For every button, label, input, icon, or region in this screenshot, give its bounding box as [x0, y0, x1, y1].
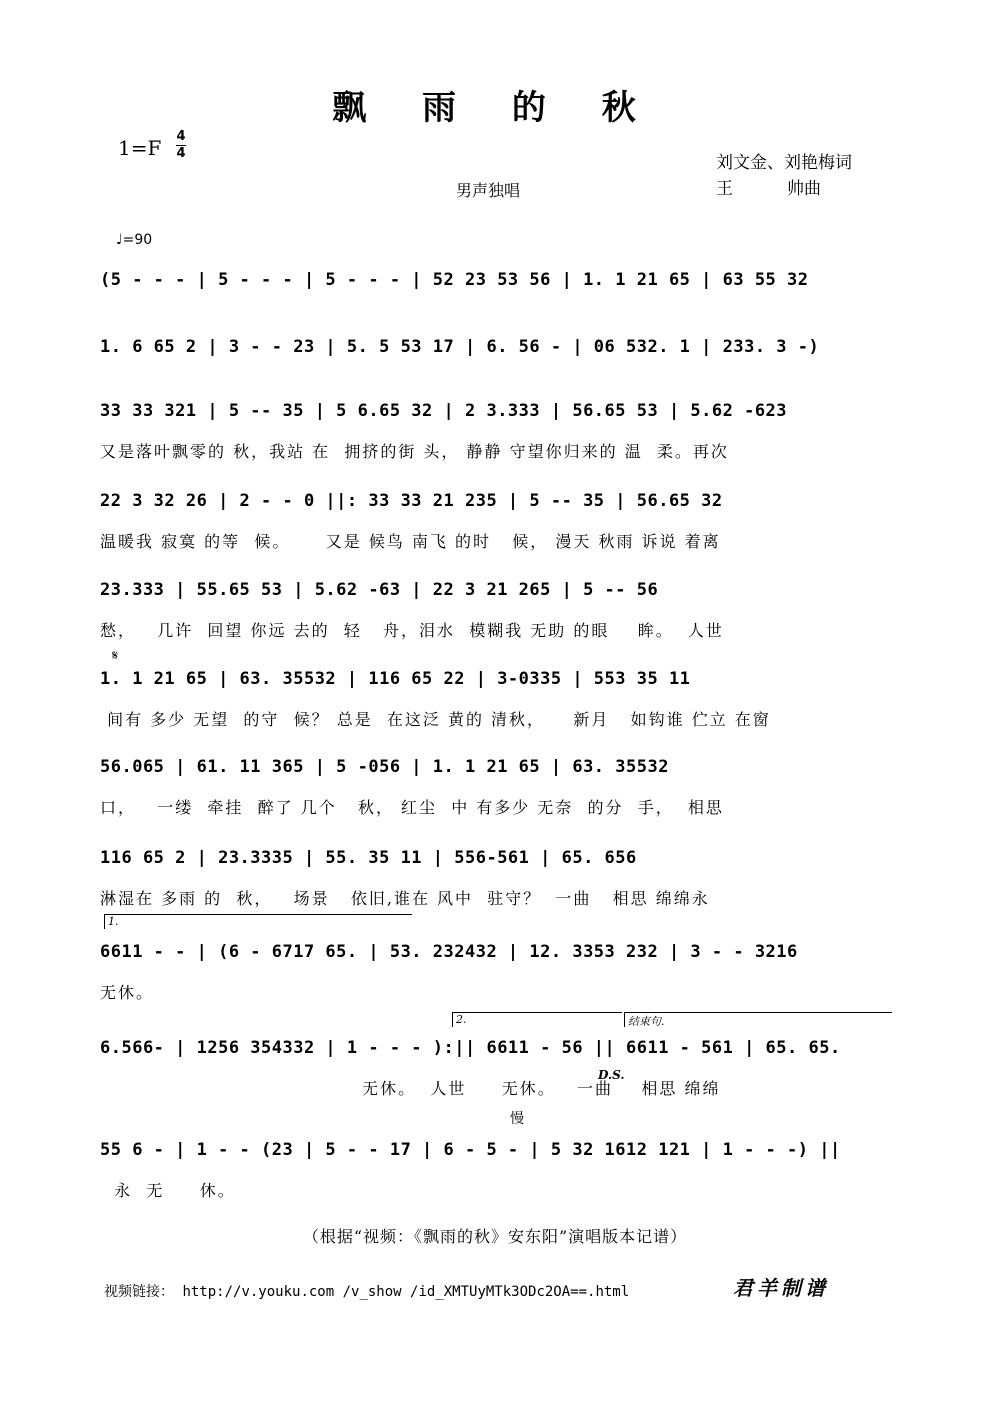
- video-link: [104, 1281, 629, 1301]
- volta-first: 1.: [104, 914, 412, 929]
- system-lyrics: 间有 多少 无望 的守 候？ 总是 在这泛 黄的 清秋， 新月 如钩谁 伫立 在窗: [100, 710, 771, 729]
- system-lyrics: 无休。: [100, 983, 155, 1002]
- key-signature: 1=F: [118, 136, 162, 160]
- dal-segno-mark: D.S.: [598, 1068, 625, 1082]
- video-link-label: 视频链接：: [104, 1284, 174, 1300]
- lyricist-credit: 刘文金、刘艳梅词: [716, 153, 852, 173]
- segno-sign: 𝄋: [112, 648, 119, 664]
- composer-credit: 王 帅曲: [716, 179, 822, 199]
- song-title: 飘 雨 的 秋: [332, 88, 658, 128]
- system-notes: 23.333 | 55.65 53 | 5.62 -63 | 22 3 21 265 | 5 -- 56: [100, 580, 659, 600]
- video-link-url[interactable]: http://v.youku.com /v_show /id_XMTUyMTk3ODc2OA==.html: [182, 1284, 630, 1300]
- meter-bottom: 4: [176, 146, 186, 161]
- system-lyrics: 无休。 人世 无休。 一曲 相思 绵绵: [100, 1079, 721, 1098]
- system-lyrics: 永 无 休。: [100, 1181, 236, 1200]
- transcription-note: （根据“视频：《飘雨的秋》安东阳”演唱版本记谱）: [302, 1227, 688, 1246]
- performer-label: 男声独唱: [456, 181, 521, 200]
- system-notes: 116 65 2 | 23.3335 | 55. 35 11 | 556-561 | 65. 656: [100, 848, 637, 868]
- system-notes: 22 3 32 26 | 2 - - 0 ||: 33 33 21 235 | 5 -- 35 | 56.65 32: [100, 491, 723, 511]
- tempo-mark: ♩=90: [116, 232, 153, 248]
- system-notes: (5 - - - | 5 - - - | 5 - - - | 52 23 53 56 | 1. 1 21 65 | 63 55 32: [100, 270, 809, 290]
- system-lyrics: 淋湿在 多雨 的 秋， 场景 依旧,谁在 风中 驻守？ 一曲 相思 绵绵永: [100, 889, 710, 908]
- meter-top: 4: [176, 129, 186, 144]
- arranger-stamp: 君羊制谱: [733, 1276, 829, 1300]
- system-lyrics: 口， 一缕 牵挂 醉了 几个 秋， 红尘 中 有多少 无奈 的分 手， 相思: [100, 798, 724, 817]
- ending-bracket: 结束句.: [624, 1012, 892, 1027]
- slow-marking: 慢: [510, 1111, 524, 1127]
- system-notes: 1. 1 21 65 | 63. 35532 | 116 65 22 | 3-0335 | 553 35 11: [100, 669, 691, 689]
- system-notes: 6.566- | 1256 354332 | 1 - - - ):|| 6611 - 56 || 6611 - 561 | 65. 65.: [100, 1038, 841, 1058]
- system-notes: 56.065 | 61. 11 365 | 5 -056 | 1. 1 21 65 | 63. 35532: [100, 757, 669, 777]
- time-signature: [176, 130, 186, 161]
- system-lyrics: 又是落叶飘零的 秋，我站 在 拥挤的街 头， 静静 守望你归来的 温 柔。再次: [100, 442, 729, 461]
- volta-second: 2.: [452, 1012, 622, 1027]
- system-notes: 1. 6 65 2 | 3 - - 23 | 5. 5 53 17 | 6. 56 - | 06 532. 1 | 233. 3 -): [100, 337, 820, 357]
- system-notes: 6611 - - | (6 - 6717 65. | 53. 232432 | 12. 3353 232 | 3 - - 3216: [100, 942, 798, 962]
- system-lyrics: 愁， 几许 回望 你远 去的 轻 舟，泪水 模糊我 无助 的眼 眸。 人世: [100, 621, 724, 640]
- system-notes: 33 33 321 | 5 -- 35 | 5 6.65 32 | 2 3.333 | 56.65 53 | 5.62 -623: [100, 401, 788, 421]
- system-lyrics: 温暖我 寂寞 的等 候。 又是 候鸟 南飞 的时 候， 漫天 秋雨 诉说 着离: [100, 532, 721, 551]
- system-notes: 55 6 - | 1 - - (23 | 5 - - 17 | 6 - 5 - | 5 32 1612 121 | 1 - - -) ||: [100, 1140, 841, 1160]
